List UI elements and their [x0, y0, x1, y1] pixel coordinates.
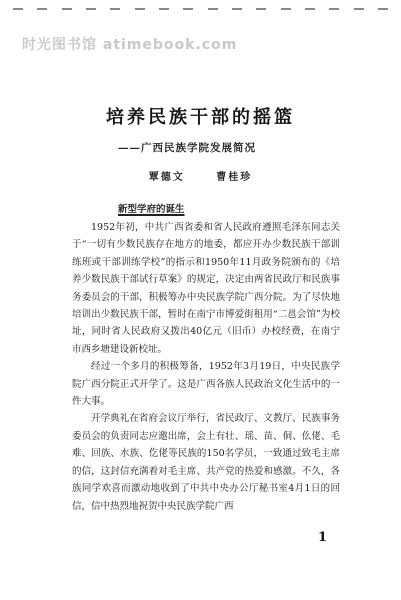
document-title: 培养民族干部的摇篮 [106, 107, 295, 128]
document-subtitle: ——广西民族学院发展简况 [118, 142, 256, 154]
author-line [0, 168, 401, 183]
paragraph: 1952年初，中共广西省委和省人民政府遵照毛泽东同志关于“一切有少数民族存在地方的地委，都应开办少数民族干部训练班或干部训练学校”的指示和1950年11月政务院颁布的《培养少数民族干部试行草案》的规定，决定由两省民政厅和民族事务委员会的干部，积极筹办中央民族学院广西分院。为了尽快地培训出少数民族干部，暂时在南宁市博爱街租用“二邕会馆”为校址，同时省人民政府又拨出40亿元（旧币）办校经费，在南宁市西乡塘建设新校址。 [72, 222, 340, 355]
paragraph: 开学典礼在省府会议厅举行，省民政厅、文教厅、民族事务委员会的负责同志应邀出席，会上有壮、瑶、苗、侗、仫佬、毛难、回族、水族、仡佬等民族的150名学员，一致通过致毛主席的信，这封信充满着对毛主席、共产党的热爱和感激。不久，各族同学欢喜而激动地收到了中共中央办公厅秘书室4月1日的回信，信中热烈地祝贺中央民族学院广西 [72, 413, 340, 512]
body-text [72, 219, 340, 515]
author-name: 曹桂珍 [216, 172, 253, 183]
watermark: 时光图书馆 atimebook.com [22, 37, 238, 53]
section-heading: 新型学府的诞生 [118, 204, 185, 215]
paragraph: 经过一个多月的积极筹备，1952年3月19日，中央民族学院广西分院正式开学了。这是广西各族人民政治文化生活中的一件大事。 [72, 361, 340, 408]
top-dash-rule [0, 2, 401, 16]
page-number: 1 [318, 530, 328, 545]
author-name: 覃德文 [148, 172, 185, 183]
